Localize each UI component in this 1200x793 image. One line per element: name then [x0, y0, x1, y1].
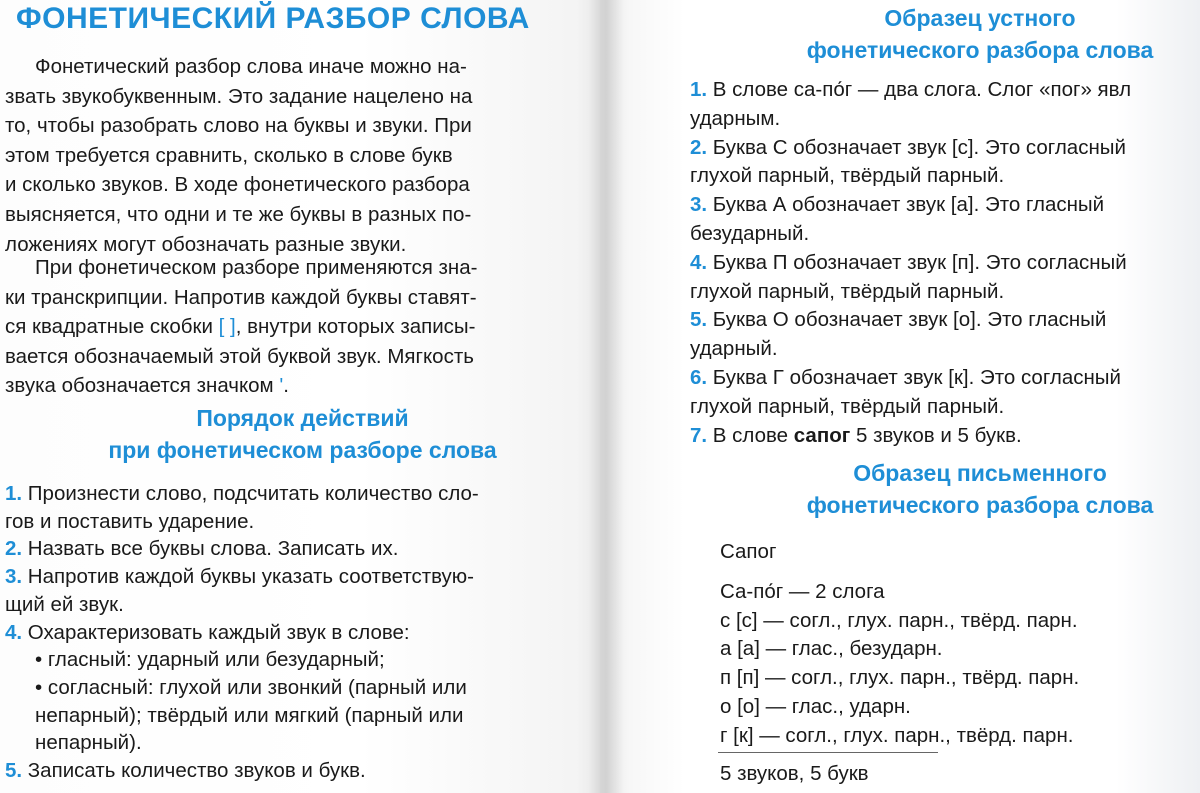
intro-line: этом требуется сравнить, сколько в слове букв	[5, 143, 453, 167]
bullet-item: непарный); твёрдый или мягкий (парный или	[35, 703, 464, 727]
step-text: ударным.	[690, 106, 781, 130]
page-title: ФОНЕТИЧЕСКИЙ РАЗБОР СЛОВА	[16, 2, 530, 35]
step-number: 5.	[5, 759, 23, 783]
step-text: Охарактеризовать каждый звук в слове:	[22, 620, 410, 644]
analysis-row: Са-по́г — 2 слога	[720, 580, 885, 603]
step-text: Записать количество звуков и букв.	[22, 759, 366, 783]
example-word: Сапог	[720, 540, 777, 563]
written-analysis	[720, 578, 1079, 750]
written-heading	[720, 457, 1200, 521]
intro-line: выясняется, что одни и те же буквы в разных по-	[5, 202, 472, 226]
step-text: глухой парный, твёрдый парный.	[690, 394, 1005, 418]
step-text: 5 звуков и 5 букв.	[850, 423, 1022, 447]
list-item	[5, 619, 595, 758]
text-fragment: , внутри которых записы-	[235, 315, 476, 339]
step-text: Буква П обозначает звук [п]. Это согласный	[707, 250, 1127, 274]
text-fragment: ся квадратные скобки	[5, 315, 219, 339]
intro-line: то, чтобы разобрать слово на буквы и звуки. При	[5, 114, 472, 138]
list-item	[690, 249, 1200, 307]
step-number: 4.	[5, 620, 23, 644]
step-number: 1.	[5, 482, 23, 505]
heading-line: Образец устного	[884, 5, 1076, 31]
step-text: Буква С обозначает звук [с]. Это согласный	[707, 135, 1126, 159]
intro-line: звать звукобуквенным. Это задание нацелено на	[5, 84, 473, 108]
bold-word: сапог	[793, 423, 851, 447]
step-text: Буква А обозначает звук [а]. Это гласный	[707, 193, 1105, 217]
transcription-paragraph	[5, 253, 588, 401]
heading-line: Порядок действий	[196, 405, 409, 431]
step-number: 3.	[690, 193, 708, 217]
step-text: Назвать все буквы слова. Записать их.	[22, 537, 399, 561]
step-text: глухой парный, твёрдый парный.	[690, 164, 1005, 188]
step-number: 7.	[690, 423, 708, 447]
step-text: Произнести слово, подсчитать количество сло-	[22, 482, 479, 505]
heading-line: фонетического разбора слова	[806, 492, 1154, 518]
step-text: гов и поставить ударение.	[5, 509, 255, 533]
oral-heading	[720, 2, 1200, 66]
step-text: Буква Г обозначает звук [к]. Это согласный	[707, 365, 1121, 389]
step-text: ударный.	[690, 337, 778, 361]
heading-line: при фонетическом разборе слова	[108, 437, 497, 463]
order-heading	[30, 402, 575, 466]
step-number: 2.	[690, 135, 708, 159]
intro-paragraph	[5, 52, 588, 259]
text-fragment: .	[283, 374, 289, 398]
bullet-item: • согласный: глухой или звонкий (парный или	[35, 675, 467, 699]
intro-line: ложениях могут обозначать разные звуки.	[5, 232, 407, 256]
list-item	[5, 535, 595, 563]
right-page	[600, 0, 1200, 793]
heading-line: Образец письменного	[853, 460, 1107, 486]
list-item	[5, 757, 595, 785]
list-item	[690, 364, 1200, 422]
intro-line: и сколько звуков. В ходе фонетического разбора	[5, 173, 470, 197]
bullet-item: • гласный: ударный или безударный;	[35, 648, 385, 672]
transcription-line: вается обозначаемый этой буквой звук. Мягкость	[5, 344, 474, 368]
heading-line: фонетического разбора слова	[806, 37, 1154, 63]
list-item	[690, 306, 1200, 364]
written-word	[720, 538, 776, 567]
transcription-line: ки транскрипции. Напротив каждой буквы ставят-	[5, 285, 477, 309]
step-number: 4.	[690, 250, 708, 274]
intro-line: Фонетический разбор слова иначе можно на-	[35, 55, 467, 78]
step-text: глухой парный, твёрдый парный.	[690, 279, 1005, 303]
analysis-row: о [о] — глас., ударн.	[720, 694, 911, 718]
analysis-row: г [к] — согл., глух. парн., твёрд. парн.	[720, 723, 1074, 747]
book-gutter	[588, 0, 624, 793]
transcription-line	[5, 312, 588, 342]
list-item	[690, 76, 1200, 134]
step-text: безударный.	[690, 221, 810, 245]
step-text: щий ей звук.	[5, 592, 124, 616]
list-item	[690, 134, 1200, 192]
step-text: Буква О обозначает звук [о]. Это гласный	[707, 308, 1107, 332]
step-text: В слове са-по́г — два слога. Слог «пог» явл	[707, 78, 1132, 101]
list-item	[5, 563, 595, 618]
transcription-line	[5, 371, 588, 401]
divider	[718, 752, 938, 753]
step-number: 5.	[690, 308, 708, 332]
softness-sign: '	[279, 374, 284, 398]
order-steps-list	[5, 480, 595, 785]
text-fragment: звука обозначается значком	[5, 374, 280, 398]
bullet-item: непарный).	[35, 731, 142, 755]
brackets-sign: [ ]	[218, 315, 236, 339]
list-item	[690, 191, 1200, 249]
step-number: 1.	[690, 78, 708, 101]
analysis-row: а [а] — глас., безударн.	[720, 637, 943, 661]
step-text: В слове	[707, 423, 794, 447]
analysis-row: п [п] — согл., глух. парн., твёрд. парн.	[720, 666, 1080, 690]
step-number: 6.	[690, 365, 708, 389]
written-total: 5 звуков, 5 букв	[720, 762, 869, 785]
step-text: Напротив каждой буквы указать соответствую-	[22, 565, 475, 589]
oral-steps-list	[690, 76, 1200, 450]
list-item	[690, 422, 1200, 451]
analysis-row: с [с] — согл., глух. парн., твёрд. парн.	[720, 608, 1078, 632]
list-item	[5, 480, 595, 535]
step-number: 3.	[5, 565, 23, 589]
step-number: 2.	[5, 537, 23, 561]
transcription-line: При фонетическом разборе применяются зна-	[35, 256, 478, 279]
